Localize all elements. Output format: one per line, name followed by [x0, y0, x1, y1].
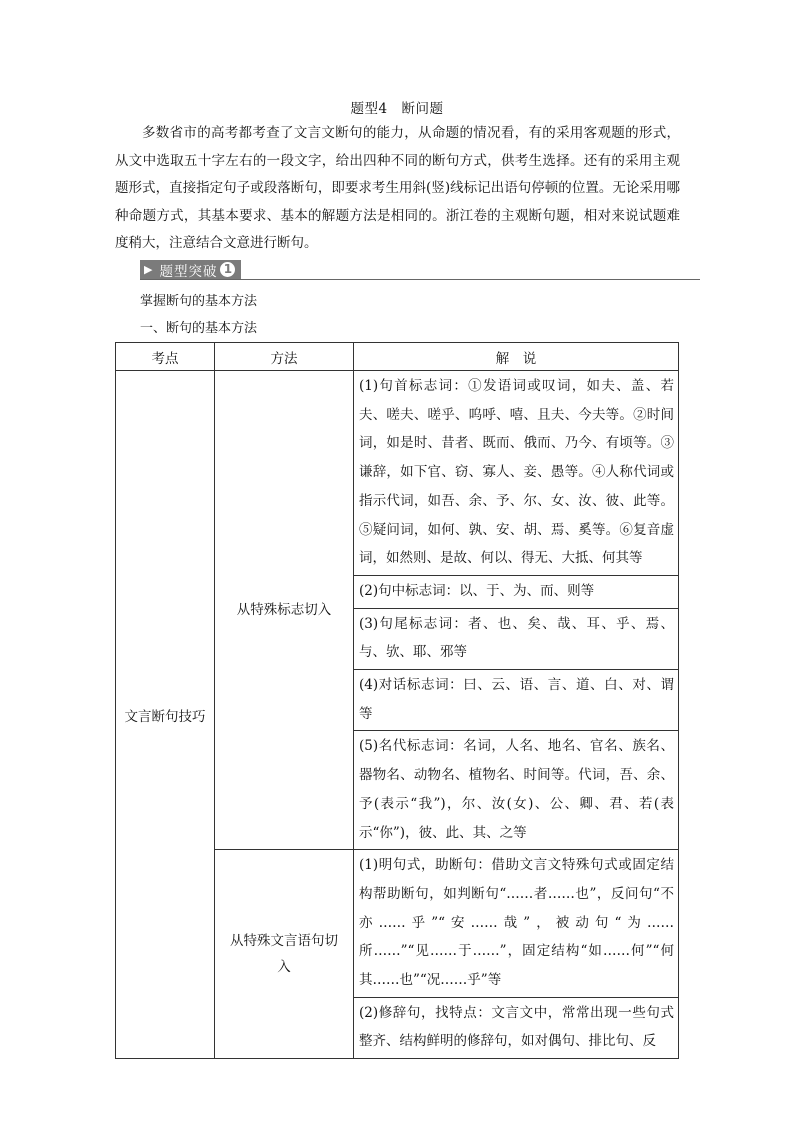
method-table	[115, 342, 679, 1059]
page-title: 题型4 断问题	[350, 101, 444, 117]
explain-cell: (1)句首标志词：①发语词或叹词，如夫、盖、若夫、嗟夫、嗟乎、呜呼、嘻、且夫、今夫等。②时间词，如是时、昔者、既而、俄而、乃今、有顷等。③谦辞，如下官、窃、寡人、妾、愚等。④人称代词或指示代词，如吾、余、予、尔、女、汝、彼、此等。⑤疑问词，如何、孰、安、胡、焉、奚等。⑥复音虚词，如然则、是故、何以、得无、大抵、何其等	[354, 371, 679, 576]
header-method: 方法	[215, 343, 354, 371]
method-cell-2: 从特殊文言语句切入	[215, 850, 354, 1059]
banner-label: 题型突破	[159, 263, 218, 280]
section-subheading: 一、断句的基本方法	[140, 321, 258, 336]
banner-number: 1	[220, 262, 235, 277]
explain-cell: (3)句尾标志词：者、也、矣、哉、耳、乎、焉、与、欤、耶、邪等	[354, 608, 679, 669]
explain-cell: (4)对话标志词：曰、云、语、言、道、白、对、谓等	[354, 670, 679, 731]
intro-paragraph	[115, 120, 680, 258]
table-row	[116, 371, 679, 576]
explain-cell: (2)修辞句，找特点：文言文中，常常出现一些句式整齐、结构鲜明的修辞句，如对偶句、排比句、反	[354, 997, 679, 1058]
header-explain: 解 说	[354, 343, 679, 371]
table-header-row	[116, 343, 679, 371]
explain-cell: (2)句中标志词：以、于、为、而、则等	[354, 575, 679, 608]
section-subtitle: 掌握断句的基本方法	[140, 294, 258, 309]
header-kaodian: 考点	[116, 343, 215, 371]
kaodian-cell: 文言断句技巧	[116, 371, 215, 1059]
play-arrow-icon: ▶	[144, 263, 154, 276]
section-banner	[140, 260, 241, 279]
banner-rule	[140, 279, 700, 280]
intro-text: 多数省市的高考都考查了文言文断句的能力，从命题的情况看，有的采用客观题的形式，从文中选取五十字左右的一段文字，给出四种不同的断句方式，供考生选择。还有的采用主观题形式，直接指定句子或段落断句，即要求考生用斜(竖)线标记出语句停顿的位置。无论采用哪种命题方式，其基本要求、基本的解题方法是相同的。浙江卷的主观断句题，相对来说试题难度稍大，注意结合文意进行断句。	[115, 125, 680, 251]
explain-cell: (5)名代标志词：名词，人名、地名、官名、族名、器物名、动物名、植物名、时间等。代词，吾、余、予(表示“我”)，尔、汝(女)、公、卿、君、若(表示“你”)，彼、此、其、之等	[354, 731, 679, 850]
method-cell-1: 从特殊标志切入	[215, 371, 354, 850]
explain-cell: (1)明句式，助断句：借助文言文特殊句式或固定结构帮助断句，如判断句“……者……也”，反问句“不亦……乎”“安……哉”，被动句“为……所……”“见……于……”，固定结构“如……何”“何其……也”“况……乎”等	[354, 850, 679, 998]
